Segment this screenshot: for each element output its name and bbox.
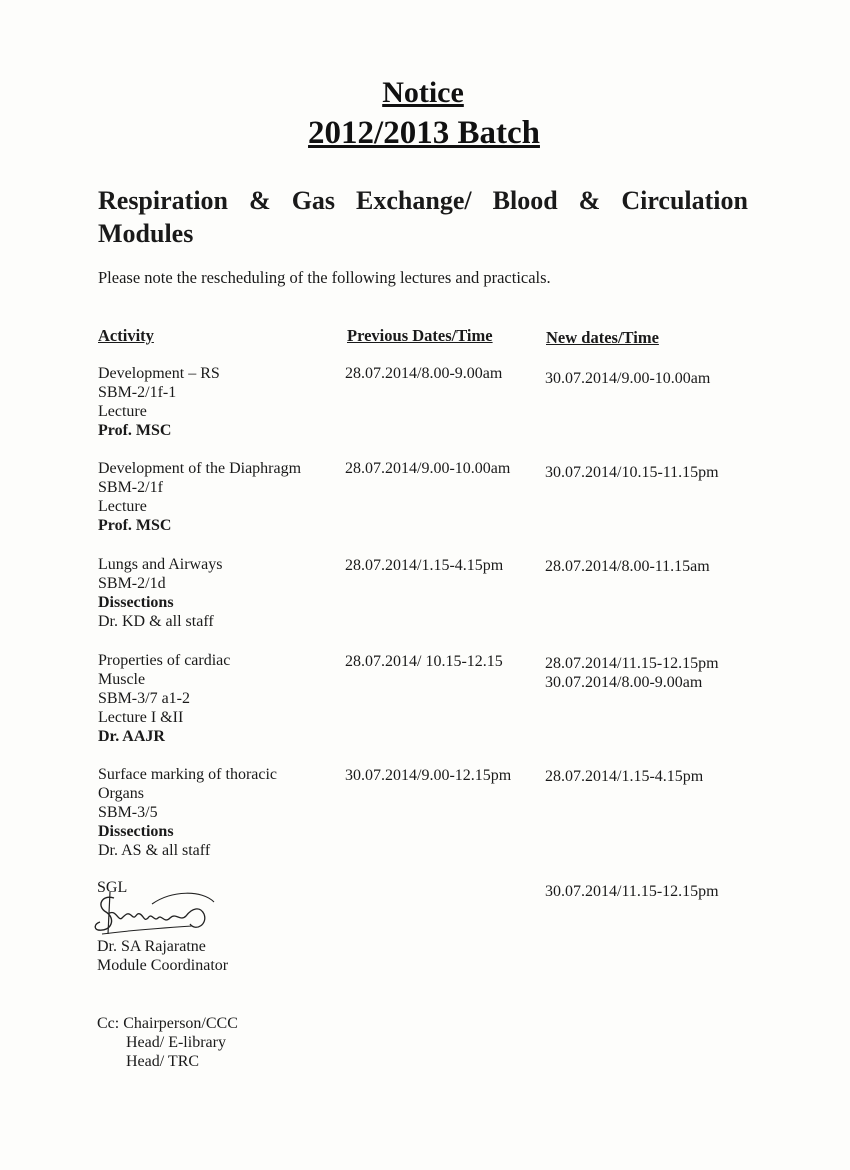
previous-date: 28.07.2014/ 10.15-12.15 xyxy=(345,653,503,670)
activity-line: SBM-2/1d xyxy=(98,575,166,592)
activity-staff: Dr. AAJR xyxy=(98,728,165,745)
batch-title: 2012/2013 Batch xyxy=(308,115,540,151)
cc-label: Cc: Chairperson/CCC xyxy=(97,1015,238,1032)
activity-line: Lecture xyxy=(98,403,147,420)
activity-line: Development – RS xyxy=(98,365,220,382)
signatory xyxy=(97,937,228,975)
activity-staff: Prof. MSC xyxy=(98,422,172,439)
activity-line: Lecture I &II xyxy=(98,709,184,726)
row-activity xyxy=(98,364,220,440)
signatory-role: Module Coordinator xyxy=(97,957,229,974)
new-date: 30.07.2014/10.15-11.15pm xyxy=(545,464,719,481)
row-activity xyxy=(98,459,301,535)
activity-line: SBM-2/1f xyxy=(98,479,163,496)
new-date: 30.07.2014/8.00-9.00am xyxy=(545,674,703,691)
previous-date: 30.07.2014/9.00-12.15pm xyxy=(345,767,512,784)
new-date: 28.07.2014/11.15-12.15pm xyxy=(545,655,719,672)
row-activity xyxy=(98,651,230,746)
activity-type: Dissections xyxy=(98,594,174,611)
cc-line: Head/ TRC xyxy=(126,1053,200,1070)
activity-line: Lecture xyxy=(98,498,147,515)
row-new xyxy=(545,654,719,692)
intro-text: Please note the rescheduling of the following lectures and practicals. xyxy=(98,268,551,287)
activity-staff: Dr. AS & all staff xyxy=(98,842,211,859)
row-activity xyxy=(98,765,277,860)
previous-date: 28.07.2014/8.00-9.00am xyxy=(345,365,503,382)
row-previous xyxy=(345,459,510,478)
activity-line: SBM-3/7 a1-2 xyxy=(98,690,190,707)
row-new xyxy=(545,369,710,388)
cc-block xyxy=(97,1014,238,1071)
signatory-name: Dr. SA Rajaratne xyxy=(97,938,206,955)
row-previous xyxy=(345,766,511,785)
row-previous xyxy=(345,556,503,575)
activity-line: Properties of cardiac xyxy=(98,652,231,669)
activity-line: Surface marking of thoracic xyxy=(98,766,278,783)
row-previous xyxy=(345,652,503,671)
activity-line: Development of the Diaphragm xyxy=(98,460,302,477)
module-heading: Respiration & Gas Exchange/ Blood & Circulation Modules xyxy=(98,186,748,248)
row-new xyxy=(545,463,719,482)
activity-staff: Dr. KD & all staff xyxy=(98,613,214,630)
notice-title: Notice xyxy=(382,76,464,109)
column-header-activity: Activity xyxy=(98,326,154,345)
new-date: 30.07.2014/9.00-10.00am xyxy=(545,370,711,387)
row-new xyxy=(545,767,703,786)
activity-line: SBM-2/1f-1 xyxy=(98,384,177,401)
column-header-new: New dates/Time xyxy=(546,328,659,347)
cc-line: Head/ E-library xyxy=(126,1034,226,1051)
activity-line: Muscle xyxy=(98,671,146,688)
previous-date: 28.07.2014/9.00-10.00am xyxy=(345,460,511,477)
activity-line: SBM-3/5 xyxy=(98,804,158,821)
sgl-label: SGL xyxy=(97,879,128,896)
activity-staff: Prof. MSC xyxy=(98,517,172,534)
activity-line: Lungs and Airways xyxy=(98,556,223,573)
row-previous xyxy=(345,364,502,383)
column-header-previous: Previous Dates/Time xyxy=(347,326,493,345)
previous-date: 28.07.2014/1.15-4.15pm xyxy=(345,557,504,574)
new-date: 28.07.2014/8.00-11.15am xyxy=(545,558,710,575)
signature-graphic xyxy=(92,884,222,942)
row-new xyxy=(545,557,710,576)
activity-line: Organs xyxy=(98,785,144,802)
new-date: 28.07.2014/1.15-4.15pm xyxy=(545,768,704,785)
activity-type: Dissections xyxy=(98,823,174,840)
sgl-new-date: 30.07.2014/11.15-12.15pm xyxy=(545,883,719,900)
row-activity xyxy=(98,555,222,631)
